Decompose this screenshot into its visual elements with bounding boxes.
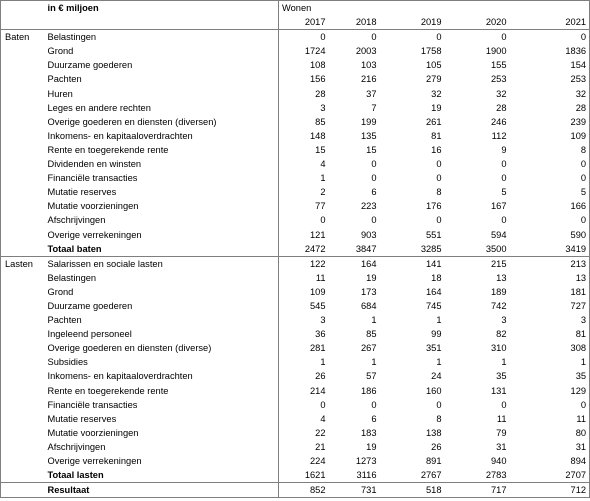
table-row-value-2020: 11 xyxy=(496,413,507,424)
table-row xyxy=(1,228,590,242)
table-row-value-2019: 8 xyxy=(436,413,442,424)
table-row-value-2021: 590 xyxy=(510,228,590,242)
table-row-value-2020: 215 xyxy=(490,258,507,269)
table-row-value-2019: 1 xyxy=(436,315,442,326)
table-row-value-2020: 0 xyxy=(501,159,507,170)
table-row-label: Pachten xyxy=(46,72,279,86)
table-row-value-2017: 11 xyxy=(315,272,326,283)
table-row-value-2018: 2003 xyxy=(355,46,377,57)
table-row-value-2019: 164 xyxy=(425,286,442,297)
table-row-value-2019: 141 xyxy=(425,258,442,269)
table-row-value-2018: 1 xyxy=(371,315,377,326)
table-row xyxy=(1,355,590,369)
table-row-value-2017: 0 xyxy=(320,215,326,226)
table-row-value-2017: 1 xyxy=(320,357,326,368)
table-row-value-2021: 3 xyxy=(510,313,590,327)
table-row-value-2018: 85 xyxy=(366,329,377,340)
table-row-value-2018: 903 xyxy=(360,229,377,240)
table-row-label: Inkomens- en kapitaaloverdrachten xyxy=(46,129,279,143)
total-row-lasten-value-2021: 2707 xyxy=(510,468,590,483)
table-row-label: Financiële transacties xyxy=(46,171,279,185)
table-row-value-2020: 28 xyxy=(496,102,507,113)
table-row-value-2018: 0 xyxy=(371,32,377,43)
table-row-value-2018: 223 xyxy=(360,201,377,212)
header-row-1 xyxy=(1,1,590,16)
table-row-label: Grond xyxy=(46,44,279,58)
group-label: Wonen xyxy=(279,1,590,16)
table-row-label: Subsidies xyxy=(46,355,279,369)
table-row-value-2018: 37 xyxy=(366,88,377,99)
table-row-value-2017: 1 xyxy=(320,173,326,184)
table-row-value-2018: 267 xyxy=(360,343,377,354)
table-row-value-2020: 189 xyxy=(490,286,507,297)
table-row-value-2020: 246 xyxy=(490,116,507,127)
result-row-value-2021: 712 xyxy=(510,483,590,498)
total-row-baten-value-2019: 3285 xyxy=(380,242,445,257)
table-row xyxy=(1,129,590,143)
table-row-value-2018: 0 xyxy=(371,173,377,184)
table-row xyxy=(1,101,590,115)
total-row-baten-label: Totaal baten xyxy=(46,242,279,257)
unit-label: in € miljoen xyxy=(46,1,279,16)
table-row-value-2017: 121 xyxy=(309,229,326,240)
table-row-value-2018: 15 xyxy=(366,144,377,155)
table-row-value-2018: 216 xyxy=(360,74,377,85)
table-row-value-2021: 154 xyxy=(510,58,590,72)
table-row xyxy=(1,44,590,58)
table-row xyxy=(1,412,590,426)
table-row-value-2021: 81 xyxy=(510,327,590,341)
table-row-value-2019: 0 xyxy=(436,159,442,170)
table-row-value-2020: 0 xyxy=(501,173,507,184)
year-header-2017: 2017 xyxy=(279,15,329,30)
table-row-value-2017: 156 xyxy=(309,74,326,85)
table-row-value-2020: 5 xyxy=(501,187,507,198)
table-row-value-2018: 0 xyxy=(371,159,377,170)
header-corner-bottom xyxy=(1,15,46,30)
table-row-label: Financiële transacties xyxy=(46,398,279,412)
header-label-bottom xyxy=(46,15,279,30)
header-corner xyxy=(1,1,46,16)
table-row-value-2019: 8 xyxy=(436,187,442,198)
table-row-label: Huren xyxy=(46,87,279,101)
table-row-value-2018: 0 xyxy=(371,399,377,410)
table-row-value-2019: 19 xyxy=(431,102,442,113)
table-row-label: Leges en andere rechten xyxy=(46,101,279,115)
table-row-value-2019: 32 xyxy=(431,88,442,99)
table-row-value-2020: 31 xyxy=(496,441,507,452)
table-row xyxy=(1,213,590,227)
total-row-lasten-label: Totaal lasten xyxy=(46,468,279,483)
table-row-value-2020: 9 xyxy=(501,144,507,155)
table-row-value-2018: 199 xyxy=(360,116,377,127)
table-row-value-2017: 2 xyxy=(320,187,326,198)
table-row-value-2018: 19 xyxy=(366,272,377,283)
table-row-value-2021: 0 xyxy=(510,30,590,45)
table-row-value-2019: 18 xyxy=(431,272,442,283)
table-row xyxy=(1,143,590,157)
table-row-value-2017: 109 xyxy=(309,286,326,297)
table-row-label: Mutatie reserves xyxy=(46,185,279,199)
result-row-value-2017: 852 xyxy=(279,483,329,498)
table-row-value-2021: 109 xyxy=(510,129,590,143)
table-row-value-2021: 129 xyxy=(510,384,590,398)
table-row-value-2020: 131 xyxy=(490,385,507,396)
year-header-2019: 2019 xyxy=(380,15,445,30)
table-row xyxy=(1,384,590,398)
result-row-value-2018: 731 xyxy=(329,483,380,498)
result-row-value-2020: 717 xyxy=(445,483,510,498)
table-row xyxy=(1,313,590,327)
table-row-value-2021: 253 xyxy=(510,72,590,86)
table-row-value-2017: 21 xyxy=(315,441,326,452)
table-row-label: Rente en toegerekende rente xyxy=(46,384,279,398)
year-header-2021: 2021 xyxy=(510,15,590,30)
table-row xyxy=(1,72,590,86)
year-header-2018: 2018 xyxy=(329,15,380,30)
table-row-value-2018: 19 xyxy=(366,441,377,452)
table-row-value-2021: 0 xyxy=(510,171,590,185)
table-row-label: Pachten xyxy=(46,313,279,327)
table-row-value-2018: 186 xyxy=(360,385,377,396)
table-row-value-2019: 279 xyxy=(425,74,442,85)
total-row-baten xyxy=(1,242,590,257)
table-row-value-2020: 0 xyxy=(501,399,507,410)
table-row-value-2020: 155 xyxy=(490,60,507,71)
table-row-value-2021: 166 xyxy=(510,199,590,213)
table-row-value-2020: 32 xyxy=(496,88,507,99)
table-row-value-2019: 105 xyxy=(425,60,442,71)
table-row xyxy=(1,185,590,199)
total-row-baten-value-2021: 3419 xyxy=(510,242,590,257)
table-row-label: Belastingen xyxy=(46,271,279,285)
table-row-value-2017: 214 xyxy=(309,385,326,396)
table-body xyxy=(1,1,590,498)
table-row-value-2021: 0 xyxy=(510,398,590,412)
table-row-value-2017: 108 xyxy=(309,60,326,71)
table-row-value-2018: 6 xyxy=(371,187,377,198)
table-row-value-2020: 1900 xyxy=(485,46,507,57)
table-row-label: Afschrijvingen xyxy=(46,213,279,227)
table-row-value-2020: 0 xyxy=(501,215,507,226)
table-row-value-2021: 213 xyxy=(510,256,590,271)
total-row-lasten-value-2017: 1621 xyxy=(279,468,329,483)
table-row-value-2020: 0 xyxy=(501,32,507,43)
table-row xyxy=(1,115,590,129)
table-row xyxy=(1,199,590,213)
table-row-value-2017: 122 xyxy=(309,258,326,269)
table-row-value-2021: 35 xyxy=(510,369,590,383)
table-row-value-2019: 99 xyxy=(431,329,442,340)
table-row-label: Mutatie reserves xyxy=(46,412,279,426)
table-row-label: Duurzame goederen xyxy=(46,58,279,72)
table-row-value-2017: 148 xyxy=(309,130,326,141)
table-row-value-2019: 176 xyxy=(425,201,442,212)
table-row-value-2019: 0 xyxy=(436,399,442,410)
table-row-value-2021: 727 xyxy=(510,299,590,313)
table-row-value-2020: 35 xyxy=(496,371,507,382)
table-row-value-2018: 164 xyxy=(360,258,377,269)
result-row-value-2019: 518 xyxy=(380,483,445,498)
table-row-value-2019: 745 xyxy=(425,300,442,311)
table-row-label: Ingeleend personeel xyxy=(46,327,279,341)
table-row xyxy=(1,30,590,45)
table-row-value-2017: 15 xyxy=(315,144,326,155)
total-row-lasten-value-2020: 2783 xyxy=(445,468,510,483)
table-row-value-2018: 103 xyxy=(360,60,377,71)
table-row-value-2018: 0 xyxy=(371,215,377,226)
table-row xyxy=(1,157,590,171)
table-row-value-2021: 13 xyxy=(510,271,590,285)
table-row-value-2017: 22 xyxy=(315,427,326,438)
table-row xyxy=(1,87,590,101)
table-row-value-2017: 3 xyxy=(320,315,326,326)
table-row-value-2020: 310 xyxy=(490,343,507,354)
table-row-value-2018: 1 xyxy=(371,357,377,368)
table-row-label: Inkomens- en kapitaaloverdrachten xyxy=(46,369,279,383)
table-row-label: Overige verrekeningen xyxy=(46,228,279,242)
table-row-label: Salarissen en sociale lasten xyxy=(46,256,279,271)
table-row-value-2021: 239 xyxy=(510,115,590,129)
table-row-value-2017: 77 xyxy=(315,201,326,212)
table-row-value-2019: 26 xyxy=(431,441,442,452)
table-row-value-2019: 160 xyxy=(425,385,442,396)
table-row-label: Overige goederen en diensten (diversen) xyxy=(46,115,279,129)
table-row-value-2020: 79 xyxy=(496,427,507,438)
table-row-value-2021: 31 xyxy=(510,440,590,454)
table-row-value-2020: 82 xyxy=(496,329,507,340)
table-row-label: Belastingen xyxy=(46,30,279,45)
table-row-value-2020: 594 xyxy=(490,229,507,240)
table-row-label: Rente en toegerekende rente xyxy=(46,143,279,157)
table-row-value-2017: 281 xyxy=(309,343,326,354)
table-row-value-2018: 135 xyxy=(360,130,377,141)
table-row-value-2018: 7 xyxy=(371,102,377,113)
table-row xyxy=(1,454,590,468)
table-row-value-2021: 32 xyxy=(510,87,590,101)
table-row-label: Overige goederen en diensten (diverse) xyxy=(46,341,279,355)
table-row-value-2021: 80 xyxy=(510,426,590,440)
table-row-value-2017: 85 xyxy=(315,116,326,127)
table-row-value-2018: 183 xyxy=(360,427,377,438)
table-row xyxy=(1,440,590,454)
table-row-value-2020: 1 xyxy=(501,357,507,368)
table-row-value-2018: 57 xyxy=(366,371,377,382)
table-row xyxy=(1,271,590,285)
table-row-label: Dividenden en winsten xyxy=(46,157,279,171)
total-row-baten-value-2020: 3500 xyxy=(445,242,510,257)
table-row-value-2020: 940 xyxy=(490,456,507,466)
table-row-label: Mutatie voorzieningen xyxy=(46,426,279,440)
table-row-value-2017: 28 xyxy=(315,88,326,99)
table-row-value-2017: 4 xyxy=(320,413,326,424)
table-row-label: Mutatie voorzieningen xyxy=(46,199,279,213)
table-row-value-2020: 167 xyxy=(490,201,507,212)
table-row-value-2018: 6 xyxy=(371,413,377,424)
table-row xyxy=(1,58,590,72)
total-row-baten-value-2017: 2472 xyxy=(279,242,329,257)
total-row-lasten xyxy=(1,468,590,483)
table-row xyxy=(1,398,590,412)
table-row-value-2017: 0 xyxy=(320,399,326,410)
table-row-value-2020: 742 xyxy=(490,300,507,311)
result-row-label: Resultaat xyxy=(46,483,279,498)
table-row-value-2019: 0 xyxy=(436,173,442,184)
section-label-baten: Baten xyxy=(1,30,46,257)
table-row-value-2021: 5 xyxy=(510,185,590,199)
header-row-years xyxy=(1,15,590,30)
table-row-value-2021: 1836 xyxy=(510,44,590,58)
table-row-value-2019: 16 xyxy=(431,144,442,155)
table-row-value-2020: 3 xyxy=(501,315,507,326)
table-row xyxy=(1,341,590,355)
table-row xyxy=(1,299,590,313)
table-row-value-2017: 3 xyxy=(320,102,326,113)
table-row-label: Afschrijvingen xyxy=(46,440,279,454)
table-row-value-2019: 24 xyxy=(431,371,442,382)
table-row-value-2021: 1 xyxy=(510,355,590,369)
table-row-label: Overige verrekeningen xyxy=(46,454,279,468)
table-row-value-2020: 112 xyxy=(491,130,507,141)
table-row-value-2021: 308 xyxy=(510,341,590,355)
table-row-value-2021: 894 xyxy=(510,454,590,468)
table-row xyxy=(1,369,590,383)
table-row-value-2017: 36 xyxy=(315,329,326,340)
total-row-lasten-value-2018: 3116 xyxy=(329,468,380,483)
section-label-lasten: Lasten xyxy=(1,256,46,483)
table-row-value-2018: 1273 xyxy=(355,456,377,466)
table-row-value-2017: 545 xyxy=(309,300,326,311)
table-row-value-2021: 8 xyxy=(510,143,590,157)
table-row-value-2019: 891 xyxy=(425,456,442,466)
table-row-value-2021: 11 xyxy=(510,412,590,426)
table-row-value-2017: 0 xyxy=(320,32,326,43)
table-row-value-2019: 0 xyxy=(436,32,442,43)
table-row-value-2019: 0 xyxy=(436,215,442,226)
table-row xyxy=(1,426,590,440)
table-row-value-2020: 253 xyxy=(490,74,507,85)
table-row-value-2019: 551 xyxy=(425,229,442,240)
table-row-value-2017: 4 xyxy=(320,159,326,170)
table-row-value-2021: 0 xyxy=(510,157,590,171)
table-row-value-2017: 26 xyxy=(315,371,326,382)
table-row-value-2019: 81 xyxy=(431,130,442,141)
table-row-label: Duurzame goederen xyxy=(46,299,279,313)
table-row-value-2020: 13 xyxy=(496,272,507,283)
table-row-value-2019: 261 xyxy=(425,116,442,127)
table-row-value-2017: 224 xyxy=(309,456,326,466)
table-row-value-2021: 181 xyxy=(510,285,590,299)
total-row-lasten-value-2019: 2767 xyxy=(380,468,445,483)
table-row-value-2019: 138 xyxy=(425,427,442,438)
table-row xyxy=(1,171,590,185)
result-spacer xyxy=(1,483,46,498)
table-row-value-2019: 1758 xyxy=(420,46,442,57)
table-row-value-2021: 0 xyxy=(510,213,590,227)
table-row xyxy=(1,327,590,341)
table-row xyxy=(1,256,590,271)
table-row-value-2019: 1 xyxy=(436,357,442,368)
total-row-baten-value-2018: 3847 xyxy=(329,242,380,257)
table-row-value-2021: 28 xyxy=(510,101,590,115)
table-row-value-2017: 1724 xyxy=(304,46,326,57)
table-row-value-2018: 684 xyxy=(360,300,377,311)
year-header-2020: 2020 xyxy=(445,15,510,30)
result-row xyxy=(1,483,590,498)
table-row-value-2018: 173 xyxy=(360,286,377,297)
table-row xyxy=(1,285,590,299)
table-row-label: Grond xyxy=(46,285,279,299)
table-row-value-2019: 351 xyxy=(425,343,442,354)
